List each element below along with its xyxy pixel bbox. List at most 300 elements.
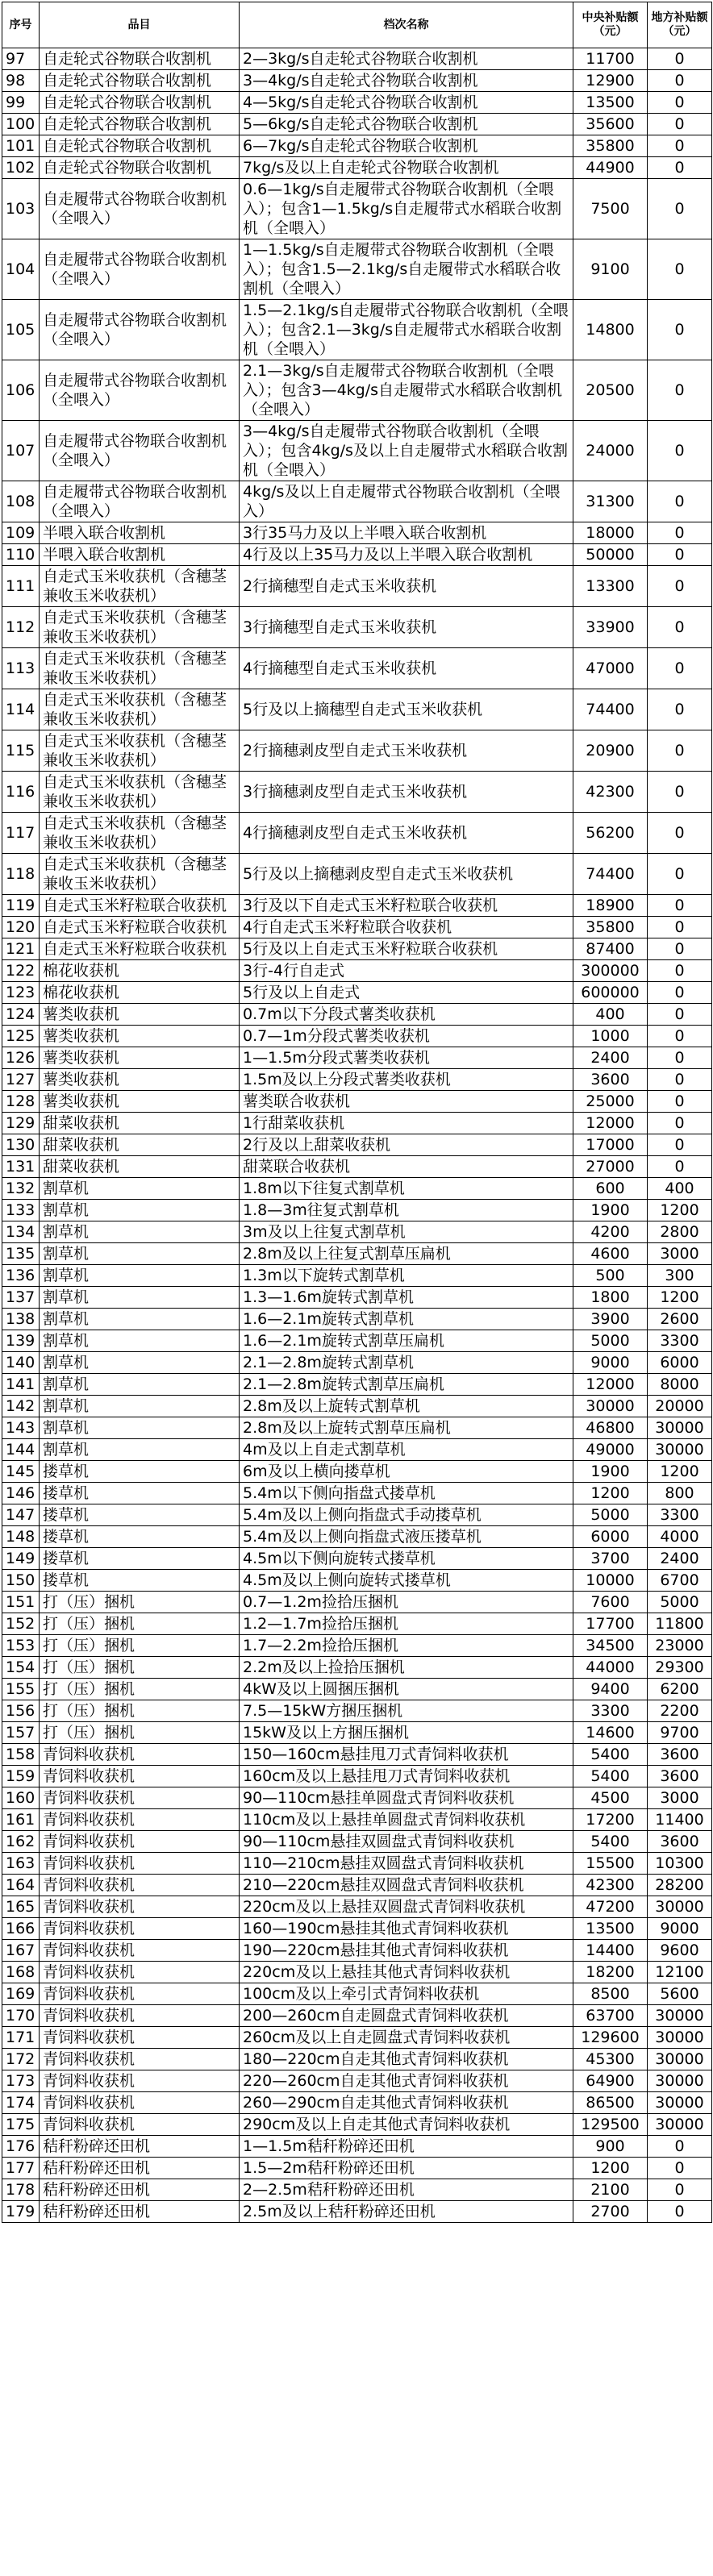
cell-grade: 7.5—15kW方捆压捆机	[240, 1700, 573, 1722]
cell-local-subsidy: 0	[648, 1069, 712, 1091]
cell-no: 168	[2, 1962, 40, 1983]
cell-central-subsidy: 3300	[573, 1700, 648, 1722]
cell-item: 自走式玉米收获机（含穗茎兼收玉米收获机）	[40, 689, 240, 730]
cell-no: 145	[2, 1461, 40, 1483]
table-row	[2, 522, 712, 544]
cell-local-subsidy: 0	[648, 895, 712, 917]
cell-item: 薯类收获机	[40, 1004, 240, 1026]
cell-grade: 3m及以上往复式割草机	[240, 1221, 573, 1243]
cell-item: 自走式玉米收获机（含穗茎兼收玉米收获机）	[40, 730, 240, 772]
table-row	[2, 1134, 712, 1156]
table-row	[2, 917, 712, 938]
cell-central-subsidy: 9000	[573, 1352, 648, 1374]
cell-grade: 1.5—2.1kg/s自走履带式谷物联合收割机（全喂入）；包含2.1—3kg/s自走履带式水稻联合收割机（全喂入）	[240, 300, 573, 360]
cell-local-subsidy: 0	[648, 648, 712, 689]
table-row	[2, 960, 712, 982]
cell-grade: 5行及以上摘穗剥皮型自走式玉米收获机	[240, 854, 573, 895]
cell-central-subsidy: 300000	[573, 960, 648, 982]
table-row	[2, 300, 712, 360]
cell-item: 搂草机	[40, 1461, 240, 1483]
cell-local-subsidy: 0	[648, 2201, 712, 2223]
cell-no: 149	[2, 1548, 40, 1570]
cell-no: 99	[2, 92, 40, 114]
cell-central-subsidy: 600	[573, 1178, 648, 1200]
cell-local-subsidy: 9000	[648, 1918, 712, 1940]
cell-no: 158	[2, 1744, 40, 1766]
cell-central-subsidy: 30000	[573, 1396, 648, 1417]
cell-no: 135	[2, 1243, 40, 1265]
table-row	[2, 730, 712, 772]
cell-local-subsidy: 1200	[648, 1461, 712, 1483]
cell-central-subsidy: 5400	[573, 1744, 648, 1766]
table-row	[2, 1700, 712, 1722]
cell-central-subsidy: 20900	[573, 730, 648, 772]
cell-central-subsidy: 45300	[573, 2049, 648, 2070]
cell-local-subsidy: 400	[648, 1178, 712, 1200]
table-row	[2, 1831, 712, 1853]
cell-no: 122	[2, 960, 40, 982]
cell-item: 割草机	[40, 1243, 240, 1265]
cell-grade: 2行及以上甜菜收获机	[240, 1134, 573, 1156]
cell-central-subsidy: 74400	[573, 689, 648, 730]
cell-local-subsidy: 300	[648, 1265, 712, 1287]
table-row	[2, 1374, 712, 1396]
cell-central-subsidy: 2700	[573, 2201, 648, 2223]
cell-grade: 180—220cm自走其他式青饲料收获机	[240, 2049, 573, 2070]
cell-local-subsidy: 5600	[648, 1983, 712, 2005]
cell-no: 157	[2, 1722, 40, 1744]
cell-central-subsidy: 2400	[573, 1047, 648, 1069]
cell-no: 100	[2, 114, 40, 135]
cell-no: 131	[2, 1156, 40, 1178]
cell-grade: 2—2.5m秸秆粉碎还田机	[240, 2179, 573, 2201]
cell-item: 青饲料收获机	[40, 2070, 240, 2092]
cell-grade: 110cm及以上悬挂单圆盘式青饲料收获机	[240, 1809, 573, 1831]
cell-grade: 4.5m以下侧向旋转式搂草机	[240, 1548, 573, 1570]
table-row	[2, 360, 712, 421]
cell-central-subsidy: 13300	[573, 566, 648, 607]
cell-item: 青饲料收获机	[40, 1766, 240, 1787]
cell-grade: 0.7—1.2m捡拾压捆机	[240, 1592, 573, 1613]
cell-central-subsidy: 5000	[573, 1504, 648, 1526]
cell-item: 自走式玉米收获机（含穗茎兼收玉米收获机）	[40, 607, 240, 648]
table-row	[2, 135, 712, 157]
cell-grade: 7kg/s及以上自走轮式谷物联合收割机	[240, 157, 573, 179]
table-row	[2, 48, 712, 70]
cell-no: 121	[2, 938, 40, 960]
cell-local-subsidy: 2600	[648, 1309, 712, 1330]
cell-central-subsidy: 14400	[573, 1940, 648, 1962]
cell-local-subsidy: 3000	[648, 1787, 712, 1809]
cell-central-subsidy: 3900	[573, 1309, 648, 1330]
cell-no: 174	[2, 2092, 40, 2114]
cell-local-subsidy: 3600	[648, 1766, 712, 1787]
cell-central-subsidy: 9100	[573, 239, 648, 300]
cell-local-subsidy: 11400	[648, 1809, 712, 1831]
cell-grade: 4行及以上35马力及以上半喂入联合收割机	[240, 544, 573, 566]
cell-item: 割草机	[40, 1178, 240, 1200]
cell-grade: 5.4m以下侧向指盘式搂草机	[240, 1483, 573, 1504]
table-row	[2, 566, 712, 607]
cell-no: 106	[2, 360, 40, 421]
cell-central-subsidy: 129500	[573, 2114, 648, 2136]
cell-central-subsidy: 35800	[573, 917, 648, 938]
cell-item: 青饲料收获机	[40, 1831, 240, 1853]
cell-grade: 6—7kg/s自走轮式谷物联合收割机	[240, 135, 573, 157]
table-row	[2, 1483, 712, 1504]
cell-no: 105	[2, 300, 40, 360]
cell-item: 秸秆粉碎还田机	[40, 2158, 240, 2179]
cell-local-subsidy: 5000	[648, 1592, 712, 1613]
cell-local-subsidy: 1200	[648, 1287, 712, 1309]
cell-local-subsidy: 0	[648, 239, 712, 300]
cell-grade: 100cm及以上牵引式青饲料收获机	[240, 1983, 573, 2005]
cell-grade: 1.3m以下旋转式割草机	[240, 1265, 573, 1287]
table-row	[2, 1504, 712, 1526]
cell-no: 166	[2, 1918, 40, 1940]
table-row	[2, 1809, 712, 1831]
cell-item: 割草机	[40, 1265, 240, 1287]
table-row	[2, 1744, 712, 1766]
cell-central-subsidy: 42300	[573, 772, 648, 813]
cell-item: 自走履带式谷物联合收割机（全喂入）	[40, 421, 240, 481]
cell-grade: 1.6—2.1m旋转式割草机	[240, 1309, 573, 1330]
cell-grade: 190—220cm悬挂其他式青饲料收获机	[240, 1940, 573, 1962]
table-row	[2, 1853, 712, 1875]
cell-local-subsidy: 30000	[648, 2005, 712, 2027]
cell-grade: 3行摘穗型自走式玉米收获机	[240, 607, 573, 648]
cell-grade: 110—210cm悬挂双圆盘式青饲料收获机	[240, 1853, 573, 1875]
table-row	[2, 1940, 712, 1962]
cell-central-subsidy: 42300	[573, 1875, 648, 1896]
table-row	[2, 1091, 712, 1113]
cell-item: 打（压）捆机	[40, 1679, 240, 1700]
table-row	[2, 1396, 712, 1417]
cell-item: 割草机	[40, 1396, 240, 1417]
table-row	[2, 1918, 712, 1940]
cell-local-subsidy: 0	[648, 522, 712, 544]
table-row	[2, 1417, 712, 1439]
cell-item: 自走轮式谷物联合收割机	[40, 114, 240, 135]
cell-grade: 4m及以上自走式割草机	[240, 1439, 573, 1461]
cell-local-subsidy: 2800	[648, 1221, 712, 1243]
cell-item: 割草机	[40, 1417, 240, 1439]
cell-grade: 5—6kg/s自走轮式谷物联合收割机	[240, 114, 573, 135]
cell-grade: 薯类联合收获机	[240, 1091, 573, 1113]
cell-grade: 4行摘穗剥皮型自走式玉米收获机	[240, 813, 573, 854]
cell-item: 秸秆粉碎还田机	[40, 2179, 240, 2201]
cell-item: 割草机	[40, 1330, 240, 1352]
cell-grade: 甜菜联合收获机	[240, 1156, 573, 1178]
table-row	[2, 2158, 712, 2179]
cell-no: 178	[2, 2179, 40, 2201]
cell-local-subsidy: 0	[648, 1091, 712, 1113]
cell-local-subsidy: 20000	[648, 1396, 712, 1417]
table-row	[2, 1962, 712, 1983]
table-row	[2, 1004, 712, 1026]
cell-central-subsidy: 1000	[573, 1026, 648, 1047]
table-row	[2, 2136, 712, 2158]
cell-item: 割草机	[40, 1309, 240, 1330]
cell-grade: 210—220cm悬挂双圆盘式青饲料收获机	[240, 1875, 573, 1896]
table-row	[2, 1679, 712, 1700]
cell-central-subsidy: 34500	[573, 1635, 648, 1657]
cell-local-subsidy: 30000	[648, 2114, 712, 2136]
cell-item: 自走履带式谷物联合收割机（全喂入）	[40, 360, 240, 421]
cell-item: 自走式玉米籽粒联合收获机	[40, 917, 240, 938]
table-row	[2, 544, 712, 566]
cell-local-subsidy: 0	[648, 960, 712, 982]
cell-grade: 1.2—1.7m捡拾压捆机	[240, 1613, 573, 1635]
cell-grade: 1—1.5m秸秆粉碎还田机	[240, 2136, 573, 2158]
table-row	[2, 1983, 712, 2005]
cell-local-subsidy: 0	[648, 2136, 712, 2158]
cell-item: 搂草机	[40, 1526, 240, 1548]
cell-item: 打（压）捆机	[40, 1613, 240, 1635]
cell-item: 青饲料收获机	[40, 2027, 240, 2049]
cell-item: 半喂入联合收割机	[40, 522, 240, 544]
table-row	[2, 1635, 712, 1657]
cell-central-subsidy: 35800	[573, 135, 648, 157]
cell-grade: 4行摘穗型自走式玉米收获机	[240, 648, 573, 689]
cell-no: 140	[2, 1352, 40, 1374]
cell-local-subsidy: 6200	[648, 1679, 712, 1700]
cell-grade: 0.7—1m分段式薯类收获机	[240, 1026, 573, 1047]
cell-item: 青饲料收获机	[40, 1809, 240, 1831]
cell-grade: 5行及以上自走式	[240, 982, 573, 1004]
table-row	[2, 2114, 712, 2136]
cell-no: 118	[2, 854, 40, 895]
cell-no: 98	[2, 70, 40, 92]
cell-central-subsidy: 13500	[573, 92, 648, 114]
cell-local-subsidy: 0	[648, 92, 712, 114]
cell-grade: 5.4m及以上侧向指盘式液压搂草机	[240, 1526, 573, 1548]
table-header	[2, 2, 712, 48]
cell-local-subsidy: 3300	[648, 1330, 712, 1352]
table-row	[2, 1439, 712, 1461]
cell-local-subsidy: 9600	[648, 1940, 712, 1962]
cell-central-subsidy: 18900	[573, 895, 648, 917]
cell-local-subsidy: 30000	[648, 1417, 712, 1439]
cell-item: 青饲料收获机	[40, 2049, 240, 2070]
cell-grade: 3行及以下自走式玉米籽粒联合收获机	[240, 895, 573, 917]
cell-central-subsidy: 900	[573, 2136, 648, 2158]
table-row	[2, 2179, 712, 2201]
cell-no: 104	[2, 239, 40, 300]
table-row	[2, 1526, 712, 1548]
cell-no: 117	[2, 813, 40, 854]
cell-local-subsidy: 3600	[648, 1831, 712, 1853]
cell-local-subsidy: 0	[648, 1004, 712, 1026]
cell-grade: 5行及以上自走式玉米籽粒联合收获机	[240, 938, 573, 960]
table-row	[2, 1766, 712, 1787]
cell-local-subsidy: 0	[648, 48, 712, 70]
cell-grade: 2.8m及以上往复式割草压扁机	[240, 1243, 573, 1265]
cell-central-subsidy: 46800	[573, 1417, 648, 1439]
cell-no: 142	[2, 1396, 40, 1417]
header-row	[2, 2, 712, 48]
cell-no: 160	[2, 1787, 40, 1809]
table-row	[2, 1156, 712, 1178]
cell-no: 179	[2, 2201, 40, 2223]
cell-central-subsidy: 500	[573, 1265, 648, 1287]
cell-local-subsidy: 3300	[648, 1504, 712, 1526]
cell-local-subsidy: 0	[648, 70, 712, 92]
cell-central-subsidy: 15500	[573, 1853, 648, 1875]
cell-central-subsidy: 20500	[573, 360, 648, 421]
cell-local-subsidy: 0	[648, 544, 712, 566]
cell-no: 102	[2, 157, 40, 179]
cell-central-subsidy: 2100	[573, 2179, 648, 2201]
cell-no: 170	[2, 2005, 40, 2027]
cell-no: 175	[2, 2114, 40, 2136]
cell-grade: 2.2m及以上捡拾压捆机	[240, 1657, 573, 1679]
cell-item: 自走轮式谷物联合收割机	[40, 135, 240, 157]
cell-central-subsidy: 56200	[573, 813, 648, 854]
cell-grade: 1.6—2.1m旋转式割草压扁机	[240, 1330, 573, 1352]
cell-grade: 1.8—3m往复式割草机	[240, 1200, 573, 1221]
cell-central-subsidy: 87400	[573, 938, 648, 960]
cell-central-subsidy: 5000	[573, 1330, 648, 1352]
cell-item: 薯类收获机	[40, 1026, 240, 1047]
cell-central-subsidy: 14600	[573, 1722, 648, 1744]
cell-no: 172	[2, 2049, 40, 2070]
cell-no: 164	[2, 1875, 40, 1896]
cell-item: 打（压）捆机	[40, 1722, 240, 1744]
table-row	[2, 1069, 712, 1091]
cell-grade: 200—260cm自走圆盘式青饲料收获机	[240, 2005, 573, 2027]
cell-central-subsidy: 44900	[573, 157, 648, 179]
cell-no: 151	[2, 1592, 40, 1613]
cell-no: 123	[2, 982, 40, 1004]
cell-item: 打（压）捆机	[40, 1592, 240, 1613]
cell-grade: 3行35马力及以上半喂入联合收割机	[240, 522, 573, 544]
cell-local-subsidy: 30000	[648, 2027, 712, 2049]
cell-no: 177	[2, 2158, 40, 2179]
cell-central-subsidy: 17200	[573, 1809, 648, 1831]
cell-grade: 220cm及以上悬挂其他式青饲料收获机	[240, 1962, 573, 1983]
cell-central-subsidy: 64900	[573, 2070, 648, 2092]
cell-no: 120	[2, 917, 40, 938]
cell-grade: 260—290cm自走其他式青饲料收获机	[240, 2092, 573, 2114]
cell-central-subsidy: 17700	[573, 1613, 648, 1635]
table-row	[2, 1722, 712, 1744]
cell-local-subsidy: 0	[648, 607, 712, 648]
cell-local-subsidy: 1200	[648, 1200, 712, 1221]
cell-central-subsidy: 33900	[573, 607, 648, 648]
cell-local-subsidy: 10300	[648, 1853, 712, 1875]
cell-item: 自走履带式谷物联合收割机（全喂入）	[40, 179, 240, 239]
cell-no: 176	[2, 2136, 40, 2158]
cell-item: 自走履带式谷物联合收割机（全喂入）	[40, 300, 240, 360]
cell-grade: 90—110cm悬挂单圆盘式青饲料收获机	[240, 1787, 573, 1809]
cell-no: 159	[2, 1766, 40, 1787]
cell-no: 126	[2, 1047, 40, 1069]
cell-grade: 2.1—2.8m旋转式割草压扁机	[240, 1374, 573, 1396]
table-row	[2, 1287, 712, 1309]
cell-item: 自走轮式谷物联合收割机	[40, 70, 240, 92]
cell-local-subsidy: 0	[648, 938, 712, 960]
table-row	[2, 1352, 712, 1374]
cell-no: 116	[2, 772, 40, 813]
cell-item: 秸秆粉碎还田机	[40, 2136, 240, 2158]
cell-local-subsidy: 3000	[648, 1243, 712, 1265]
cell-local-subsidy: 0	[648, 772, 712, 813]
cell-grade: 5行及以上摘穗型自走式玉米收获机	[240, 689, 573, 730]
cell-local-subsidy: 0	[648, 114, 712, 135]
cell-no: 119	[2, 895, 40, 917]
cell-grade: 2—3kg/s自走轮式谷物联合收割机	[240, 48, 573, 70]
cell-no: 114	[2, 689, 40, 730]
cell-grade: 15kW及以上方捆压捆机	[240, 1722, 573, 1744]
cell-no: 128	[2, 1091, 40, 1113]
table-row	[2, 179, 712, 239]
cell-local-subsidy: 30000	[648, 1439, 712, 1461]
cell-central-subsidy: 31300	[573, 481, 648, 522]
cell-item: 青饲料收获机	[40, 1787, 240, 1809]
cell-central-subsidy: 24000	[573, 421, 648, 481]
cell-no: 97	[2, 48, 40, 70]
table-row	[2, 1570, 712, 1592]
cell-item: 薯类收获机	[40, 1091, 240, 1113]
cell-central-subsidy: 400	[573, 1004, 648, 1026]
cell-central-subsidy: 600000	[573, 982, 648, 1004]
cell-local-subsidy: 0	[648, 135, 712, 157]
cell-grade: 2.1—3kg/s自走履带式谷物联合收割机（全喂入）；包含3—4kg/s自走履带式水稻联合收割机（全喂入）	[240, 360, 573, 421]
cell-no: 141	[2, 1374, 40, 1396]
cell-item: 搂草机	[40, 1570, 240, 1592]
cell-central-subsidy: 18000	[573, 522, 648, 544]
cell-item: 甜菜收获机	[40, 1156, 240, 1178]
cell-central-subsidy: 4600	[573, 1243, 648, 1265]
table-row	[2, 70, 712, 92]
table-row	[2, 2201, 712, 2223]
cell-no: 154	[2, 1657, 40, 1679]
cell-grade: 1行甜菜收获机	[240, 1113, 573, 1134]
cell-central-subsidy: 25000	[573, 1091, 648, 1113]
cell-central-subsidy: 47200	[573, 1896, 648, 1918]
cell-grade: 1—1.5kg/s自走履带式谷物联合收割机（全喂入）；包含1.5—2.1kg/s自走履带式水稻联合收割机（全喂入）	[240, 239, 573, 300]
header-central-subsidy: 中央补贴额（元）	[573, 2, 648, 48]
cell-item: 自走轮式谷物联合收割机	[40, 157, 240, 179]
cell-grade: 2行摘穗剥皮型自走式玉米收获机	[240, 730, 573, 772]
cell-central-subsidy: 7600	[573, 1592, 648, 1613]
cell-item: 青饲料收获机	[40, 1962, 240, 1983]
cell-local-subsidy: 0	[648, 300, 712, 360]
cell-central-subsidy: 4200	[573, 1221, 648, 1243]
cell-grade: 6m及以上横向搂草机	[240, 1461, 573, 1483]
cell-item: 自走式玉米收获机（含穗茎兼收玉米收获机）	[40, 772, 240, 813]
table-row	[2, 114, 712, 135]
cell-local-subsidy: 8000	[648, 1374, 712, 1396]
cell-central-subsidy: 35600	[573, 114, 648, 135]
cell-no: 138	[2, 1309, 40, 1330]
cell-central-subsidy: 12900	[573, 70, 648, 92]
cell-local-subsidy: 2200	[648, 1700, 712, 1722]
cell-central-subsidy: 1200	[573, 1483, 648, 1504]
cell-grade: 260cm及以上自走圆盘式青饲料收获机	[240, 2027, 573, 2049]
cell-no: 148	[2, 1526, 40, 1548]
cell-no: 139	[2, 1330, 40, 1352]
table-row	[2, 607, 712, 648]
cell-central-subsidy: 5400	[573, 1831, 648, 1853]
cell-local-subsidy: 0	[648, 1026, 712, 1047]
cell-no: 173	[2, 2070, 40, 2092]
table-body	[2, 48, 712, 2223]
cell-no: 134	[2, 1221, 40, 1243]
cell-grade: 2.1—2.8m旋转式割草机	[240, 1352, 573, 1374]
table-row	[2, 239, 712, 300]
